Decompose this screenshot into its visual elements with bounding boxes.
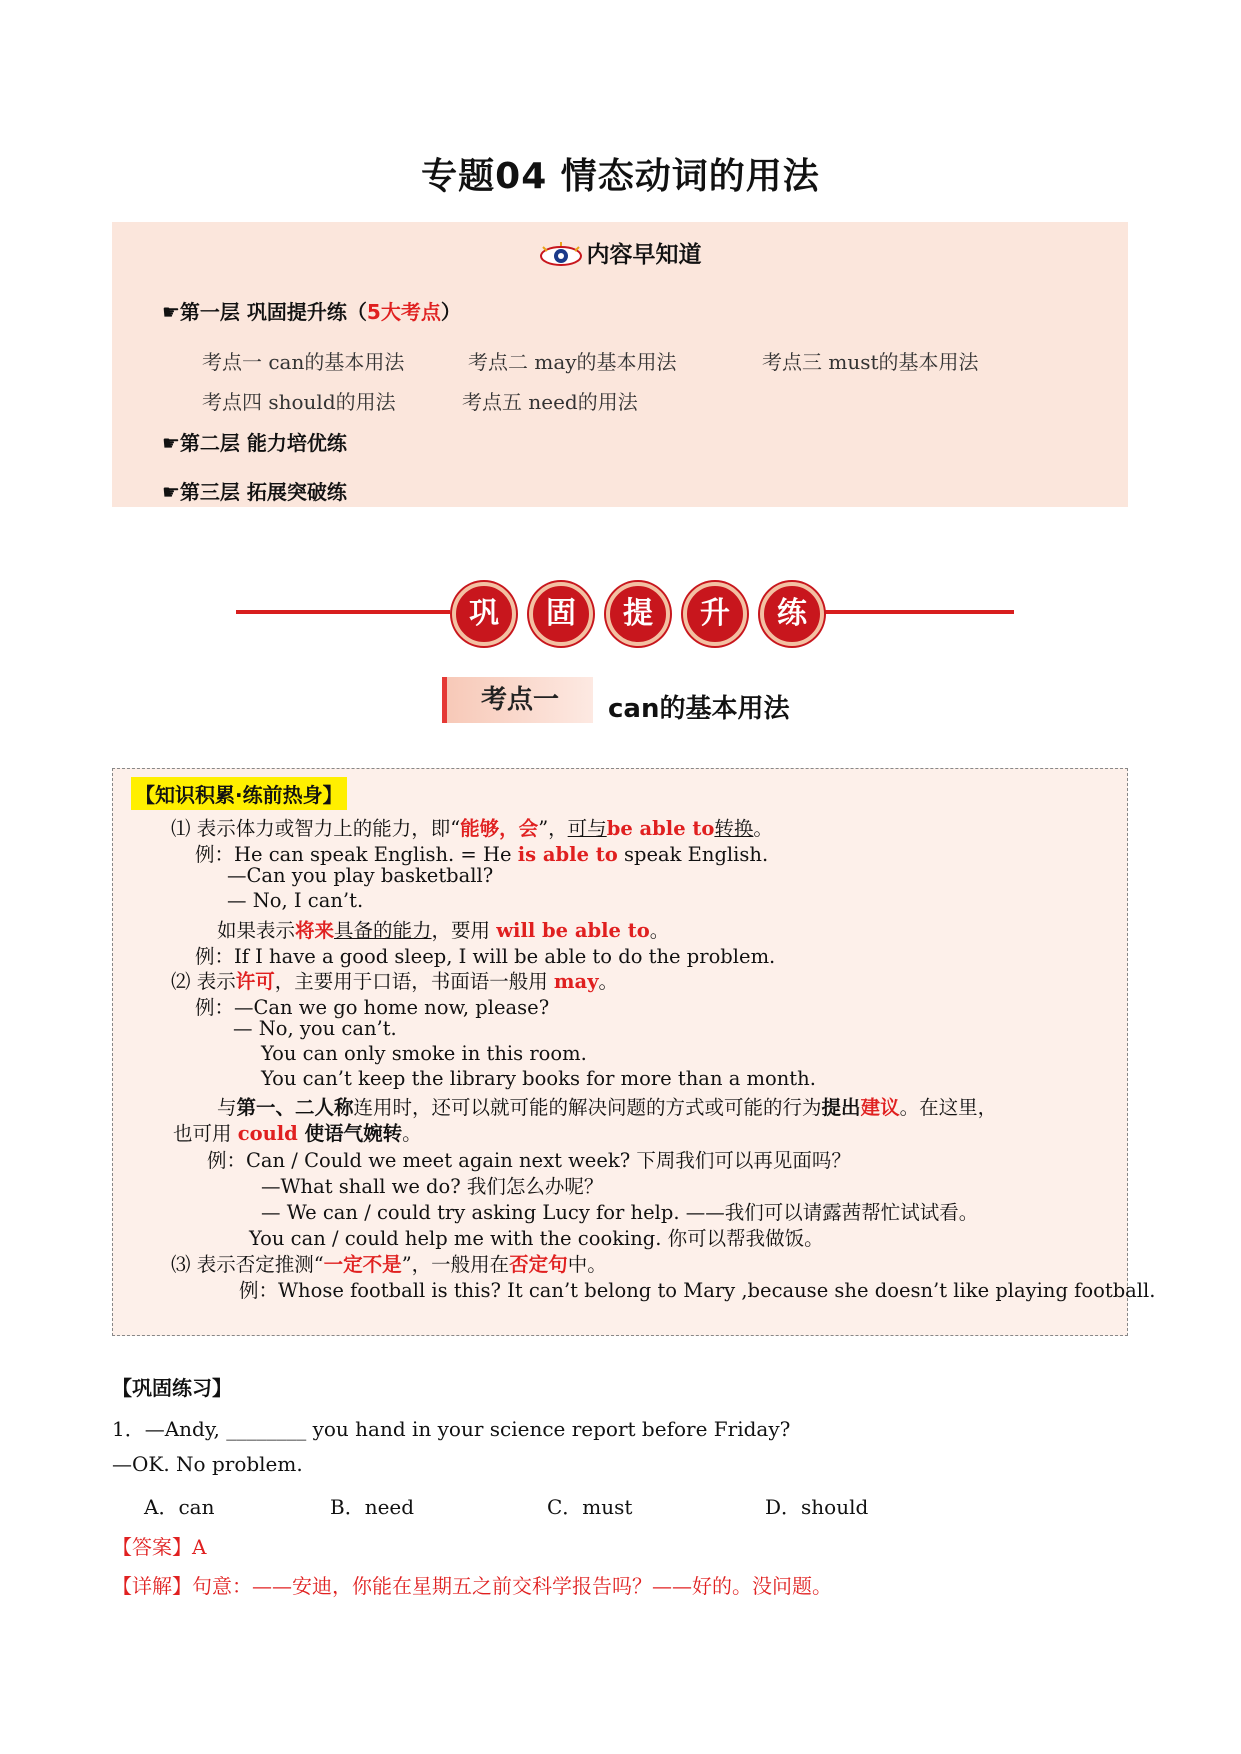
text: 例：He can speak English. = He (195, 843, 518, 866)
knowledge-line: You can’t keep the library books for more than a month. (261, 1067, 816, 1090)
knowledge-line: —Can you play basketball? (227, 864, 494, 887)
underlined-text: 具备的能力 (334, 919, 432, 942)
banner-char: 升 (683, 582, 747, 646)
bold-text: 使语气婉转 (297, 1122, 403, 1145)
highlight: 能够，会 (460, 817, 539, 840)
text: 与 (217, 1096, 237, 1119)
text: speak English. (617, 843, 769, 866)
text: ⑵ 表示 (171, 970, 236, 993)
banner (452, 582, 837, 646)
section-title: can的基本用法 (608, 694, 790, 724)
practice-heading: 【巩固练习】 (112, 1376, 232, 1400)
text: 也可用 (173, 1122, 238, 1145)
point-1: 考点一 can的基本用法 (202, 350, 405, 374)
highlight: may (553, 970, 599, 993)
text: 。在这里， (899, 1096, 998, 1119)
text: 如果表示 (217, 919, 296, 942)
knowledge-line: — No, I can’t. (227, 889, 364, 912)
knowledge-line (171, 813, 773, 841)
banner-char: 巩 (452, 582, 516, 646)
knowledge-box (112, 768, 1156, 1336)
knowledge-line (195, 839, 768, 867)
overview-panel (112, 222, 1128, 507)
point-2: 考点二 may的基本用法 (468, 350, 677, 374)
knowledge-line (171, 1249, 607, 1277)
text: ⑶ 表示否定推测“ (171, 1253, 324, 1276)
knowledge-line: — No, you can’t. (233, 1017, 397, 1040)
text: ”， (538, 817, 568, 840)
point-3: 考点三 must的基本用法 (762, 350, 979, 374)
option-a: A．can (144, 1495, 215, 1519)
knowledge-line: —What shall we do? 我们怎么办呢？ (261, 1175, 604, 1198)
underlined-text: 可与 (567, 817, 607, 840)
knowledge-line (171, 966, 618, 994)
knowledge-line: 例：Can / Could we meet again next week? 下周我们可以再见面吗？ (207, 1149, 851, 1172)
option-c: C．must (547, 1495, 633, 1519)
explanation: 【详解】句意：——安迪，你能在星期五之前交科学报告吗？——好的。没问题。 (112, 1574, 832, 1598)
knowledge-line: — We can / could try asking Lucy for help. ——我们可以请露茜帮忙试试看。 (261, 1201, 979, 1224)
point-4: 考点四 should的用法 (202, 390, 396, 414)
option-d: D．should (765, 1495, 869, 1519)
underlined-text: 转换 (714, 817, 754, 840)
layer-1-suffix: ） (440, 300, 461, 324)
knowledge-line: 例：—Can we go home now, please? (195, 996, 550, 1019)
banner-char: 练 (760, 582, 824, 646)
text: 。 (753, 817, 773, 840)
knowledge-line (217, 1092, 997, 1120)
knowledge-line (173, 1118, 422, 1146)
text: ”，一般用在 (401, 1253, 510, 1276)
text: 。 (598, 970, 619, 993)
knowledge-line: You can / could help me with the cooking. 你可以帮我做饭。 (249, 1227, 824, 1250)
text: 。 (402, 1122, 422, 1145)
knowledge-line: 例：Whose football is this? It can’t belong to Mary ,because she doesn’t like playing football. (239, 1279, 1156, 1302)
text: 连用时，还可以就可能的解决问题的方式或可能的行为 (353, 1096, 822, 1119)
answer: 【答案】A (112, 1535, 207, 1559)
page-title: 专题04 情态动词的用法 (421, 156, 820, 197)
highlight: 将来 (295, 919, 335, 942)
layer-1 (162, 296, 461, 325)
highlight: 一定不是 (323, 1253, 402, 1276)
knowledge-line: You can only smoke in this room. (261, 1042, 587, 1065)
text: 中。 (567, 1253, 607, 1276)
layer-3: ☛第三层 拓展突破练 (162, 480, 347, 504)
layer-1-count: 5大考点 (366, 300, 441, 324)
eye-icon (539, 241, 583, 271)
highlight: be able to (606, 817, 715, 840)
highlight: 否定句 (509, 1253, 568, 1276)
overview-heading-text: 内容早知道 (586, 242, 702, 268)
knowledge-line: 例：If I have a good sleep, I will be able to do the problem. (195, 945, 776, 968)
text: ⑴ 表示体力或智力上的能力，即“ (171, 817, 461, 840)
text: 。 (649, 919, 670, 942)
bold-text: 提出 (821, 1096, 861, 1119)
layer-1-label: ☛第一层 巩固提升练（ (162, 300, 367, 324)
question-1-reply: —OK. No problem. (112, 1452, 303, 1476)
knowledge-tag: 【知识积累·练前热身】 (131, 777, 347, 810)
layer-2: ☛第二层 能力培优练 (162, 431, 347, 455)
banner-char: 固 (529, 582, 593, 646)
knowledge-line (217, 915, 669, 943)
text: ，主要用于口语，书面语一般用 (274, 970, 554, 993)
highlight: 建议 (860, 1096, 900, 1119)
question-1: 1．—Andy, ________ you hand in your science report before Friday? (112, 1417, 791, 1441)
point-5: 考点五 need的用法 (462, 390, 638, 414)
overview-heading (112, 236, 1128, 271)
highlight: is able to (517, 843, 618, 866)
banner-char: 提 (606, 582, 670, 646)
highlight: 许可 (235, 970, 275, 993)
section-tag: 考点一 (442, 677, 593, 723)
banner-line-left (236, 610, 450, 614)
bold-text: 第一、二人称 (236, 1096, 354, 1119)
highlight: will be able to (496, 919, 650, 942)
highlight: could (237, 1122, 298, 1145)
option-b: B．need (330, 1495, 415, 1519)
text: ，要用 (431, 919, 497, 942)
